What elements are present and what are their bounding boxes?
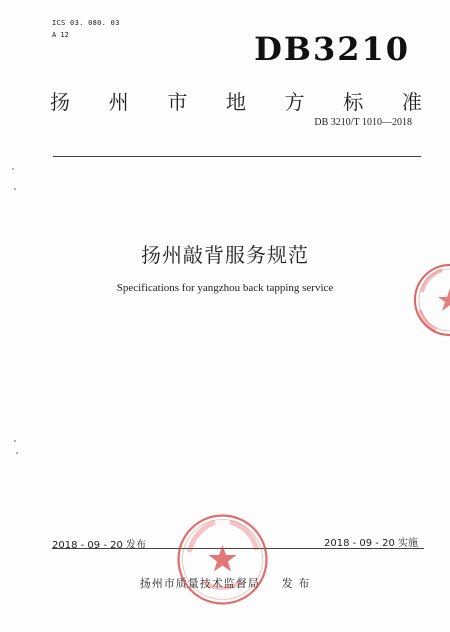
standard-type-char: 标 xyxy=(343,90,364,114)
standard-type-char: 州 xyxy=(108,90,129,114)
ics-code: ICS 03. 080. 03 xyxy=(52,19,120,27)
scan-speck xyxy=(16,452,18,454)
issue-label: 发 布 xyxy=(281,577,311,590)
document-title-chinese: 扬州敲背服务规范 xyxy=(141,243,309,267)
standard-type-title xyxy=(50,86,422,115)
issue-date: 2018 - 09 - 20 发布 xyxy=(52,540,147,551)
standard-type-char: 地 xyxy=(225,90,246,114)
standard-type-char: 准 xyxy=(401,90,422,114)
scan-speck xyxy=(14,440,16,442)
standard-type-char: 扬 xyxy=(50,90,70,114)
standard-number: DB 3210/T 1010—2018 xyxy=(314,117,412,128)
implementation-date: 2018 - 09 - 20 实施 xyxy=(323,538,418,549)
issuing-authority: 扬州市质量技术监督局 xyxy=(139,577,260,590)
standard-type-char: 方 xyxy=(284,90,305,114)
scan-speck xyxy=(14,188,16,190)
edge-seal-stamp xyxy=(412,262,450,338)
standard-type-char: 市 xyxy=(167,90,188,114)
document-title-english: Specifications for yangzhou back tapping service xyxy=(116,282,334,294)
scan-speck xyxy=(12,168,14,170)
ccs-code: A 12 xyxy=(52,31,69,39)
standard-mark: DB3210 xyxy=(254,30,410,68)
official-seal-stamp xyxy=(175,512,270,607)
header-divider xyxy=(53,156,421,157)
